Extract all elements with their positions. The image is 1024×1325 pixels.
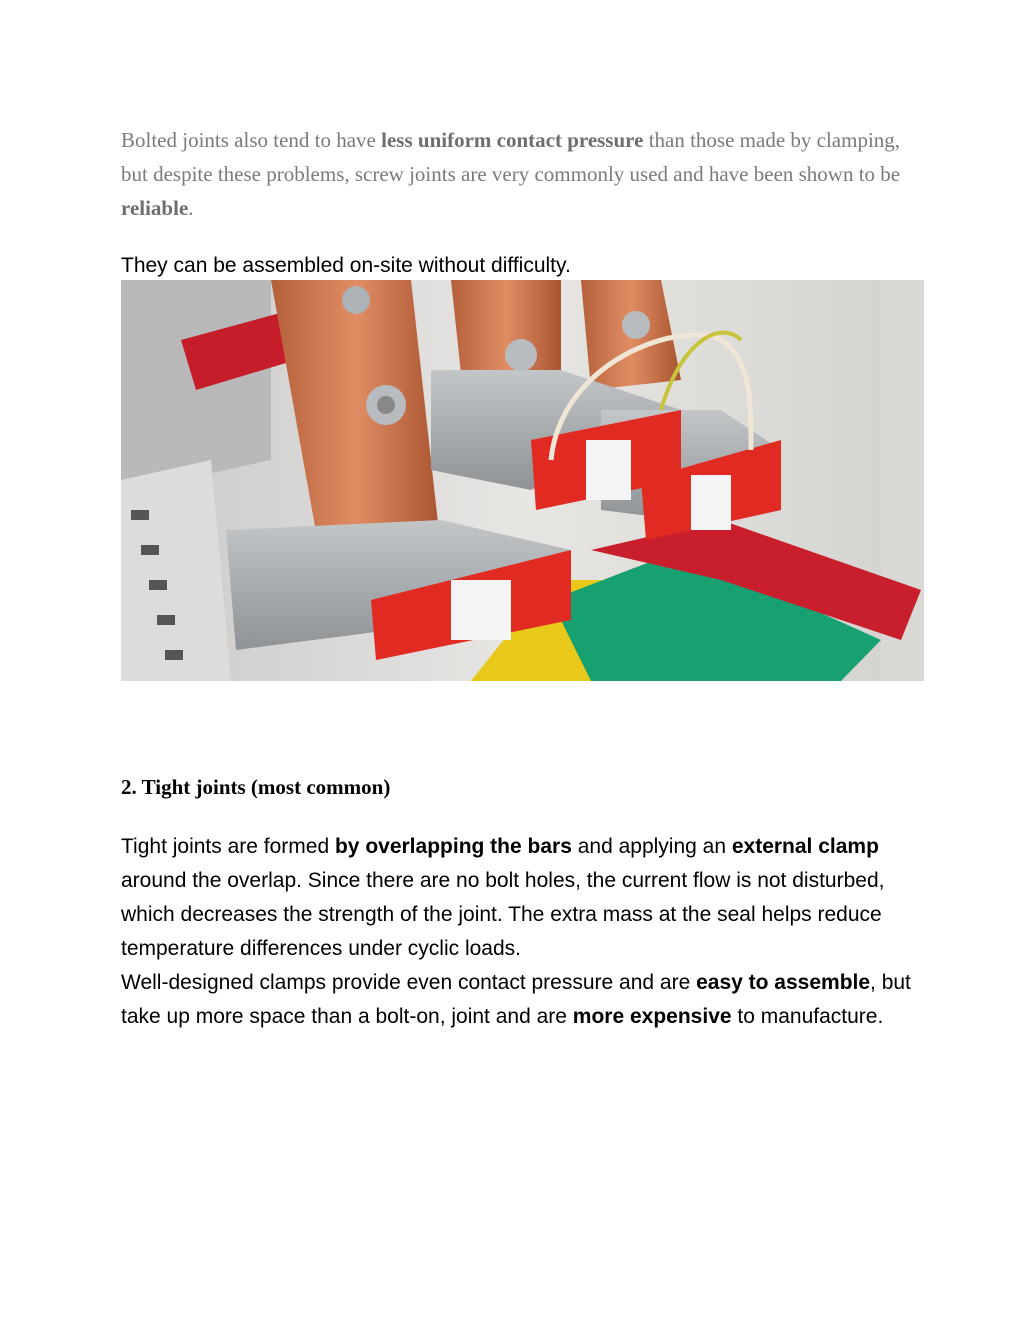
onsite-assembly-line: They can be assembled on-site without difficulty. <box>121 254 571 277</box>
section-heading: 2. Tight joints (most common) <box>121 775 391 799</box>
tight-joints-paragraph: Tight joints are formed by overlapping the bars and applying an external clamp around the overlap. Since there are no bolt holes, the current flow is not disturbed, which decreases the strength of the joint. The extra mass at the seal helps reduce temperature differences under cyclic loads. Well-designed clamps provide even contact pressure and are easy to assemble, but take up more space than a bolt-on, joint and are more expensive to manufacture. <box>121 835 911 1028</box>
bolted-joints-paragraph: Bolted joints also tend to have less uniform contact pressure than those made by clamping, but despite these problems, screw joints are very commonly used and have been shown to be reliable. <box>121 128 901 220</box>
emphasis-overlapping: by overlapping the bars <box>334 835 572 858</box>
emphasis-external-clamp: external clamp <box>731 835 879 858</box>
busbar-clamp-photo <box>121 280 924 681</box>
emphasis-easy-assemble: easy to assemble <box>696 971 871 994</box>
emphasis-more-expensive: more expensive <box>572 1005 732 1028</box>
emphasis-pressure: less uniform contact pressure <box>381 128 644 152</box>
emphasis-reliable: reliable <box>121 196 189 220</box>
